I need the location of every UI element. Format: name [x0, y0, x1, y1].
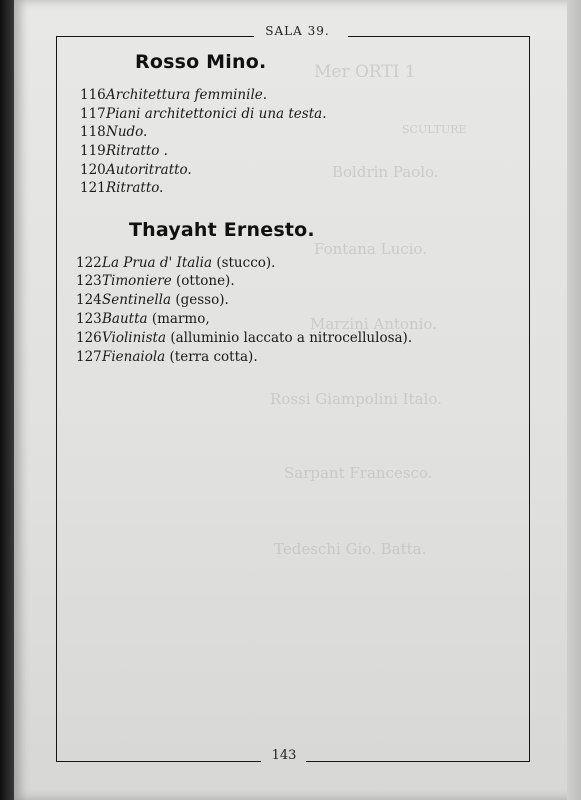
entry-number: 127: [76, 349, 102, 365]
entry-title: Architettura femminile.: [106, 87, 268, 103]
entry-number: 118: [80, 124, 106, 140]
book-page: [14, 0, 581, 800]
entry-title: Timoniere: [102, 273, 172, 289]
entry-material: (alluminio laccato a nitrocellulosa).: [170, 330, 413, 346]
entry-number: 126: [76, 330, 102, 346]
catalog-entry: [76, 273, 235, 289]
entry-number: 121: [80, 180, 106, 196]
frame-rule: [348, 36, 530, 37]
show-through-text: SCULTURE: [402, 123, 467, 136]
entry-title: Bautta: [102, 311, 148, 327]
catalog-entry: [80, 124, 147, 140]
show-through-text: Marzini Antonio.: [310, 315, 437, 333]
entry-title: Fienaiola: [102, 349, 166, 365]
entry-title: Nudo.: [106, 124, 148, 140]
entry-material: (stucco).: [216, 255, 276, 271]
book-gutter: [0, 0, 14, 800]
catalog-entry: [76, 330, 412, 346]
entry-number: 124: [76, 292, 102, 308]
next-page-edge: [567, 0, 581, 800]
entry-title: Piani architettonici di una testa.: [106, 106, 327, 122]
entry-title: Sentinella: [102, 292, 172, 308]
catalog-entry: [80, 180, 163, 196]
catalog-entry: [76, 349, 258, 365]
frame-rule: [56, 761, 261, 762]
catalog-entry: [80, 143, 168, 159]
show-through-text: Mer ORTI 1: [314, 62, 416, 82]
entry-number: 117: [80, 106, 106, 122]
entry-material: (terra cotta).: [169, 349, 258, 365]
catalog-entry: [76, 292, 229, 308]
catalog-entry: [80, 106, 327, 122]
catalog-entry: [80, 162, 192, 178]
entry-number: 119: [80, 143, 106, 159]
entry-title: Autoritratto.: [106, 162, 192, 178]
show-through-text: Boldrin Paolo.: [332, 163, 439, 181]
entry-title: Violinista: [102, 330, 167, 346]
page-header: SALA 39.: [265, 24, 330, 38]
show-through-text: Tedeschi Gio. Batta.: [274, 540, 427, 558]
catalog-entry: [76, 311, 210, 327]
show-through-text: Sarpant Francesco.: [284, 464, 433, 482]
entry-title: La Prua d' Italia: [102, 255, 213, 271]
entry-number: 116: [80, 87, 106, 103]
artist-heading: Thayaht Ernesto.: [129, 219, 315, 241]
entry-number: 123: [76, 273, 102, 289]
entry-material: (marmo,: [151, 311, 210, 327]
entry-number: 122: [76, 255, 102, 271]
page-number: 143: [271, 748, 297, 763]
artist-heading: Rosso Mino.: [135, 51, 267, 73]
entry-title: Ritratto.: [106, 180, 164, 196]
frame-rule: [306, 761, 530, 762]
entry-material: (ottone).: [176, 273, 235, 289]
entry-number: 120: [80, 162, 106, 178]
entry-number: 123: [76, 311, 102, 327]
catalog-entry: [76, 255, 275, 271]
frame-rule: [56, 36, 254, 37]
show-through-text: Rossi Giampolini Italo.: [270, 390, 442, 408]
show-through-text: Fontana Lucio.: [314, 240, 427, 258]
entry-material: (gesso).: [175, 292, 229, 308]
entry-title: Ritratto .: [106, 143, 168, 159]
catalog-entry: [80, 87, 267, 103]
